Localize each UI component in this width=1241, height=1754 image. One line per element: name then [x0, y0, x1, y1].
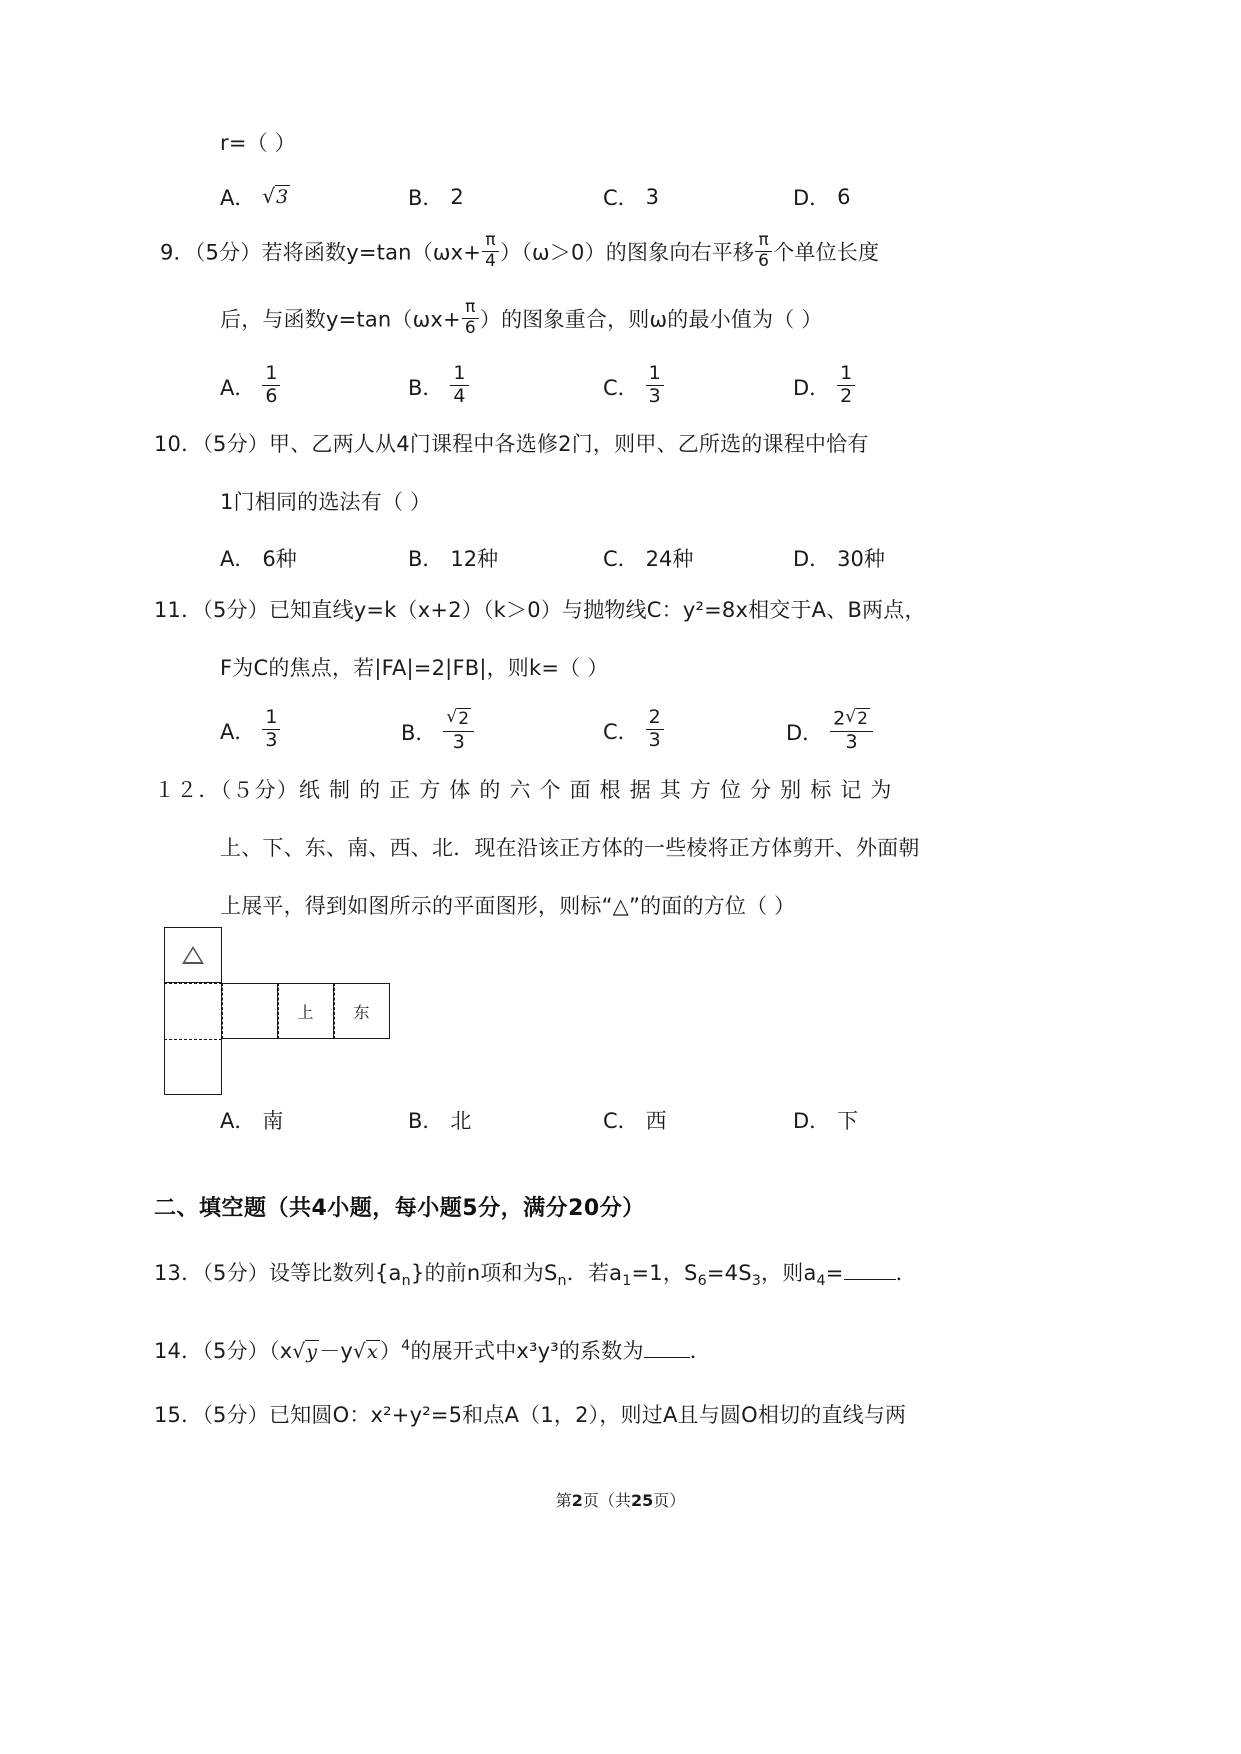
q11-number: 11．: [154, 598, 203, 623]
fold-line-vertical-1: [222, 983, 223, 1039]
option-a[interactable]: [220, 362, 280, 408]
option-a-radicand: 3: [276, 186, 289, 209]
option-c-fraction: $\frac{2}{3}$: [646, 708, 664, 751]
option-d[interactable]: [793, 1105, 858, 1135]
q14-answer-blank[interactable]: [644, 1340, 690, 1358]
q13-tail: ．: [895, 1261, 917, 1286]
option-d-label: D．: [793, 547, 831, 572]
option-b-label: B．: [408, 547, 444, 572]
q15-number: 15．: [154, 1402, 203, 1427]
option-d-value: 下: [837, 1109, 859, 1134]
q13-sub-d: 6: [697, 1273, 707, 1290]
q13-text-f: ，则a: [761, 1261, 817, 1286]
footer-suffix: 页）: [653, 1491, 686, 1510]
page-footer: [0, 1488, 1241, 1511]
option-b-value: 北: [450, 1109, 472, 1134]
net-cell-dong: [334, 983, 390, 1039]
option-b[interactable]: [408, 1105, 471, 1135]
sqrt-icon: √ 2: [845, 707, 868, 730]
option-a-label: A．: [220, 186, 256, 210]
fraction-pi-over-6: $\frac{\pi}{6}$: [755, 232, 772, 271]
q14-text-a: （x: [269, 1338, 293, 1363]
q13-text-a: 设等比数列{a: [269, 1261, 402, 1286]
option-d-label: D．: [793, 186, 831, 210]
question-9-line-2: [186, 296, 1066, 340]
q9-text-e: ）的图象重合，则ω的最小值为（ ）: [479, 307, 823, 332]
net-cell-triangle: [164, 927, 222, 983]
q14-text-b: －y: [319, 1338, 354, 1363]
question-12-line-2: [186, 833, 1066, 863]
option-d-value: 6: [837, 185, 851, 209]
q10-text-a: 甲、乙两人从4门课程中各选修2门，则甲、乙所选的课程中恰有: [269, 432, 869, 457]
option-b-fraction: $\frac{1}{4}$: [450, 364, 468, 407]
option-d[interactable]: [793, 182, 851, 212]
net-cell-shang: [278, 983, 334, 1039]
option-d-value: 30种: [837, 547, 885, 572]
option-a[interactable]: [220, 182, 290, 212]
q12-score: （５分）: [220, 778, 299, 803]
net-cell-dong-label: 东: [353, 1002, 370, 1022]
question-8-options: [186, 182, 1066, 234]
option-b[interactable]: [408, 362, 469, 408]
q11-text-a: 已知直线y=k（x+2）（k＞0）与抛物线C：y²=8x相交于A、B两点，: [269, 598, 926, 623]
q13-text-d: =1，S: [631, 1261, 698, 1286]
option-c-label: C．: [603, 186, 639, 210]
option-b-value: 12种: [450, 547, 499, 572]
net-cell-strip-1: [222, 983, 278, 1039]
option-d[interactable]: [793, 543, 885, 573]
q9-text-b: ）（ω＞0）的图象向右平移: [500, 240, 755, 265]
option-c-fraction: $\frac{1}{3}$: [646, 364, 664, 407]
q12-text-a: 纸 制 的 正 方 体 的 六 个 面 根 据 其 方 位 分 别 标 记 为: [298, 778, 893, 803]
option-c[interactable]: [603, 543, 693, 573]
q13-sub-b: n: [557, 1273, 567, 1290]
option-d-label: D．: [793, 1109, 831, 1134]
q13-sub-a: n: [401, 1273, 411, 1290]
question-11-options: [186, 706, 1066, 775]
option-a-value: 南: [262, 1109, 284, 1134]
question-8-stem-tail: [186, 128, 1066, 158]
q13-text-b: }的前n项和为S: [410, 1261, 558, 1286]
cube-net-figure: [164, 927, 424, 1097]
q12-number: １２．: [154, 778, 221, 803]
option-a-fraction: $\frac{1}{3}$: [262, 708, 280, 751]
question-15: [154, 1400, 1066, 1430]
q15-score: （5分）: [202, 1402, 269, 1427]
option-a[interactable]: [220, 1105, 283, 1135]
fold-line-vertical-3: [334, 983, 335, 1039]
q9-text-a: 若将函数y=tan（ωx+: [261, 240, 482, 265]
option-d[interactable]: [793, 362, 855, 408]
question-13: [154, 1258, 1066, 1296]
option-a-label: A．: [220, 719, 256, 744]
option-b[interactable]: [401, 709, 474, 753]
footer-prefix: 第: [555, 1491, 572, 1510]
page-content: [154, 128, 1066, 1430]
q13-sub-c: 1: [622, 1273, 632, 1290]
option-c[interactable]: [603, 182, 659, 212]
q14-number: 14．: [154, 1338, 203, 1363]
option-a-label: A．: [220, 375, 256, 400]
q13-number: 13．: [154, 1261, 203, 1286]
option-c-label: C．: [603, 1109, 639, 1134]
q9-number: 9．: [160, 240, 195, 265]
q9-score: （5分）: [194, 240, 262, 265]
fold-line-vertical-2: [278, 983, 279, 1039]
option-b-label: B．: [401, 720, 437, 745]
option-d[interactable]: [786, 709, 873, 753]
q11-score: （5分）: [202, 598, 269, 623]
q13-text-c: ．若a: [566, 1261, 623, 1286]
option-b-denominator: 3: [452, 730, 465, 753]
option-d-label: D．: [786, 720, 824, 745]
q10-score: （5分）: [202, 432, 269, 457]
option-b[interactable]: [408, 182, 464, 212]
question-10-line-1: [154, 429, 1066, 459]
fraction-pi-over-6-2: $\frac{\pi}{6}$: [462, 299, 479, 338]
question-11-line-1: [154, 595, 1066, 625]
option-b[interactable]: [408, 543, 498, 573]
footer-total-pages: 25: [630, 1491, 654, 1510]
option-d-fraction: [830, 708, 873, 752]
fold-line-top: [164, 983, 222, 984]
option-b-radicand: 2: [458, 709, 470, 730]
q13-text-e: =4S: [706, 1261, 752, 1286]
footer-middle: 页（共: [582, 1491, 631, 1510]
fraction-pi-over-4: $\frac{\pi}{4}$: [482, 232, 499, 271]
question-12-options: [186, 1105, 1066, 1157]
option-c-label: C．: [603, 547, 639, 572]
q13-sub-f: 4: [816, 1273, 826, 1290]
option-a[interactable]: [220, 706, 280, 752]
option-d-radicand: 2: [857, 709, 868, 730]
triangle-icon: [182, 946, 204, 964]
q8-stem-text: r=（ ）: [220, 131, 296, 155]
option-c[interactable]: [603, 1105, 667, 1135]
option-a-label: A．: [220, 1109, 256, 1134]
fold-line-bottom: [164, 1039, 222, 1040]
sqrt-icon: √ 3: [262, 184, 289, 209]
option-a[interactable]: [220, 543, 297, 573]
option-a-label: A．: [220, 547, 256, 572]
option-d-fraction: $\frac{1}{2}$: [837, 364, 855, 407]
option-c-label: C．: [603, 375, 639, 400]
net-cell-shang-label: 上: [297, 1002, 314, 1022]
option-c-value: 3: [645, 185, 660, 209]
question-9-options: [186, 362, 1066, 429]
option-b-fraction: [443, 708, 474, 752]
option-d-coefficient: 2: [833, 707, 846, 730]
option-a-fraction: $\frac{1}{6}$: [262, 364, 280, 407]
question-14: [154, 1331, 1066, 1366]
question-12-line-1: [154, 775, 1066, 805]
sqrt-icon: √ x: [353, 1338, 378, 1363]
q13-answer-blank[interactable]: [844, 1262, 896, 1280]
q10-text-b: 1门相同的选法有（ ）: [220, 490, 432, 515]
option-c[interactable]: [603, 362, 664, 408]
option-b-value: 2: [450, 185, 464, 209]
q10-number: 10．: [154, 432, 203, 457]
option-c[interactable]: [603, 706, 664, 752]
question-10-line-2: [186, 487, 1066, 517]
q11-text-b: F为C的焦点，若|FA|=2|FB|，则k=（ ）: [220, 656, 609, 681]
q14-radicand-a: y: [306, 1340, 318, 1363]
sqrt-icon: √ 2: [446, 707, 470, 730]
q14-text-c: ）: [379, 1338, 402, 1363]
question-10-options: [186, 543, 1066, 595]
option-b-label: B．: [408, 375, 444, 400]
option-c-label: C．: [603, 719, 639, 744]
q14-tail: ．: [689, 1338, 711, 1363]
q9-text-c: 个单位长度: [773, 240, 880, 265]
q9-text-d: 后，与函数y=tan（ωx+: [220, 307, 461, 332]
section-2-heading: [154, 1191, 1066, 1222]
sqrt-icon: √ y: [292, 1338, 318, 1363]
net-cell-middle-left: [164, 983, 222, 1039]
option-a-value: 6种: [262, 547, 297, 572]
net-cell-bottom-left: [164, 1039, 222, 1095]
q14-score: （5分）: [202, 1338, 269, 1363]
question-11-line-2: [186, 653, 1066, 683]
option-b-label: B．: [408, 1109, 444, 1134]
q14-text-d: 的展开式中x³y³的系数为: [410, 1338, 644, 1363]
q13-text-g: =: [825, 1261, 844, 1286]
q12-text-b: 上、下、东、南、西、北．现在沿该正方体的一些棱将正方体剪开、外面朝: [220, 836, 920, 861]
question-9-line-1: [160, 230, 1066, 273]
option-b-label: B．: [408, 186, 444, 210]
q12-text-c: 上展平，得到如图所示的平面图形，则标“△”的面的方位（ ）: [220, 894, 796, 919]
section-2-heading-text: 二、填空题（共4小题，每小题5分，满分20分）: [154, 1196, 645, 1222]
question-12-line-3: [186, 891, 1066, 921]
option-d-label: D．: [793, 375, 831, 400]
option-c-value: 西: [645, 1109, 667, 1134]
option-c-value: 24种: [645, 547, 694, 572]
q14-radicand-b: x: [367, 1340, 378, 1363]
q14-exponent: 4: [401, 1337, 411, 1354]
q13-score: （5分）: [202, 1261, 269, 1286]
option-d-denominator: 3: [845, 730, 858, 753]
q13-sub-e: 3: [751, 1273, 762, 1290]
q15-text: 已知圆O：x²+y²=5和点A（1，2），则过A且与圆O相切的直线与两: [269, 1402, 907, 1427]
footer-page-number: 2: [571, 1491, 583, 1510]
